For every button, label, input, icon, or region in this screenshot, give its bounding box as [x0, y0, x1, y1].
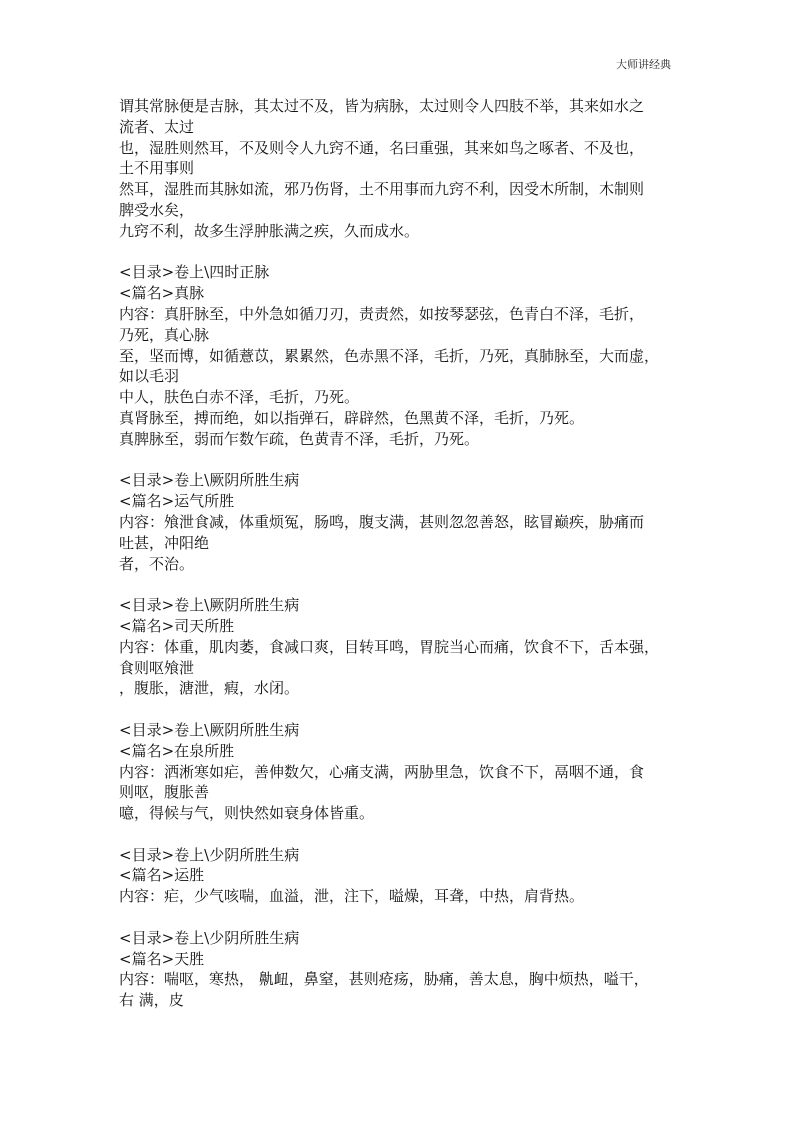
chapter-name-line: <篇名>天胜: [119, 949, 205, 968]
paragraph-spacer: [119, 574, 679, 595]
text-line: 也，湿胜则然耳，不及则令人九窍不通，名曰重强，其来如鸟之啄者、不及也，: [119, 138, 645, 157]
text-line: 谓其常脉便是吉脉，其太过不及，皆为病脉，太过则令人四肢不举，其来如水之: [119, 97, 645, 115]
text-line: 脾受水矣，: [119, 200, 195, 219]
text-line: 土不用事则: [119, 159, 195, 178]
content-line: 内容：喘呕，寒热， 鼽衄，鼻窒，甚则疮疡，胁痛，善太息，胸中烦热，嗌干，: [119, 970, 649, 989]
page-header-title: 大师讲经典: [616, 58, 671, 71]
paragraph-spacer: [119, 824, 679, 845]
catalog-line: <目录>卷上\厥阴所胜生病: [119, 471, 300, 490]
paragraph-spacer: [119, 699, 679, 720]
content-line: 中人，肤色白赤不泽，毛折，乃死。: [119, 388, 360, 407]
chapter-name-line: <篇名>司天所胜: [119, 616, 235, 635]
content-line: 内容：真肝脉至，中外急如循刀刃，责责然，如按琴瑟弦，色青白不泽，毛折，: [119, 304, 645, 323]
chapter-name-line: <篇名>运气所胜: [119, 492, 235, 511]
text-line: 九窍不利，故多生浮肿胀满之疾，久而成水。: [119, 221, 420, 240]
catalog-line: <目录>卷上\四时正脉: [119, 263, 270, 282]
content-line: 则呕，腹胀善: [119, 783, 210, 802]
content-line: 至，坚而博，如循薏苡，累累然，色赤黑不泽，毛折，乃死，真肺脉至，大而虚，: [119, 346, 660, 365]
content-line: ，腹胀，溏泄，瘕，水闭。: [119, 679, 300, 698]
catalog-line: <目录>卷上\厥阴所胜生病: [119, 720, 300, 739]
document-body: [119, 96, 679, 1011]
paragraph-spacer: [119, 450, 679, 471]
entry-block: [119, 595, 679, 699]
catalog-line: <目录>卷上\厥阴所胜生病: [119, 596, 300, 615]
chapter-name-line: <篇名>在泉所胜: [119, 741, 235, 760]
content-line: 内容：体重，肌肉萎，食减口爽，目转耳鸣，胃脘当心而痛，饮食不下，舌本强，: [119, 637, 660, 656]
content-line: 吐甚，冲阳绝: [119, 533, 210, 552]
chapter-name-line: <篇名>真脉: [119, 284, 205, 303]
paragraph-block: [119, 96, 679, 242]
content-line: 真脾脉至，弱而乍数乍疏，色黄青不泽，毛折，乃死。: [119, 429, 480, 448]
content-line: 者，不治。: [119, 554, 195, 573]
content-line: 如以毛羽: [119, 367, 180, 386]
content-line: 右 满，皮: [119, 991, 184, 1010]
paragraph-spacer: [119, 907, 679, 928]
entry-block: [119, 470, 679, 574]
catalog-line: <目录>卷上\少阴所胜生病: [119, 845, 300, 864]
content-line: 乃死，真心脉: [119, 325, 210, 344]
content-line: 噫，得候与气，则快然如衰身体皆重。: [119, 804, 375, 823]
paragraph-spacer: [119, 242, 679, 263]
entry-block: [119, 720, 679, 824]
content-line: 食则呕飧泄: [119, 658, 195, 677]
content-line: 内容：疟，少气咳喘，血溢，泄，注下，嗌燥，耳聋，中热，肩背热。: [119, 887, 585, 906]
content-line: 内容：飧泄食减，体重烦冤，肠鸣，腹支满，甚则忽忽善怒，眩冒巅疾，胁痛而: [119, 512, 645, 531]
chapter-name-line: <篇名>运胜: [119, 866, 205, 885]
text-line: 然耳，湿胜而其脉如流，邪乃伤肾，土不用事而九窍不利，因受木所制，木制则: [119, 180, 645, 199]
entry-block: [119, 928, 679, 1011]
content-line: 内容：洒淅寒如疟，善伸数欠，心痛支满，两胁里急，饮食不下，鬲咽不通，食: [119, 762, 645, 781]
entry-block: [119, 845, 679, 907]
catalog-line: <目录>卷上\少阴所胜生病: [119, 928, 300, 947]
content-line: 真肾脉至，搏而绝，如以指弹石，辟辟然，色黑黄不泽，毛折，乃死。: [119, 408, 585, 427]
text-line: 流者、太过: [119, 117, 195, 136]
entry-block: [119, 262, 679, 449]
